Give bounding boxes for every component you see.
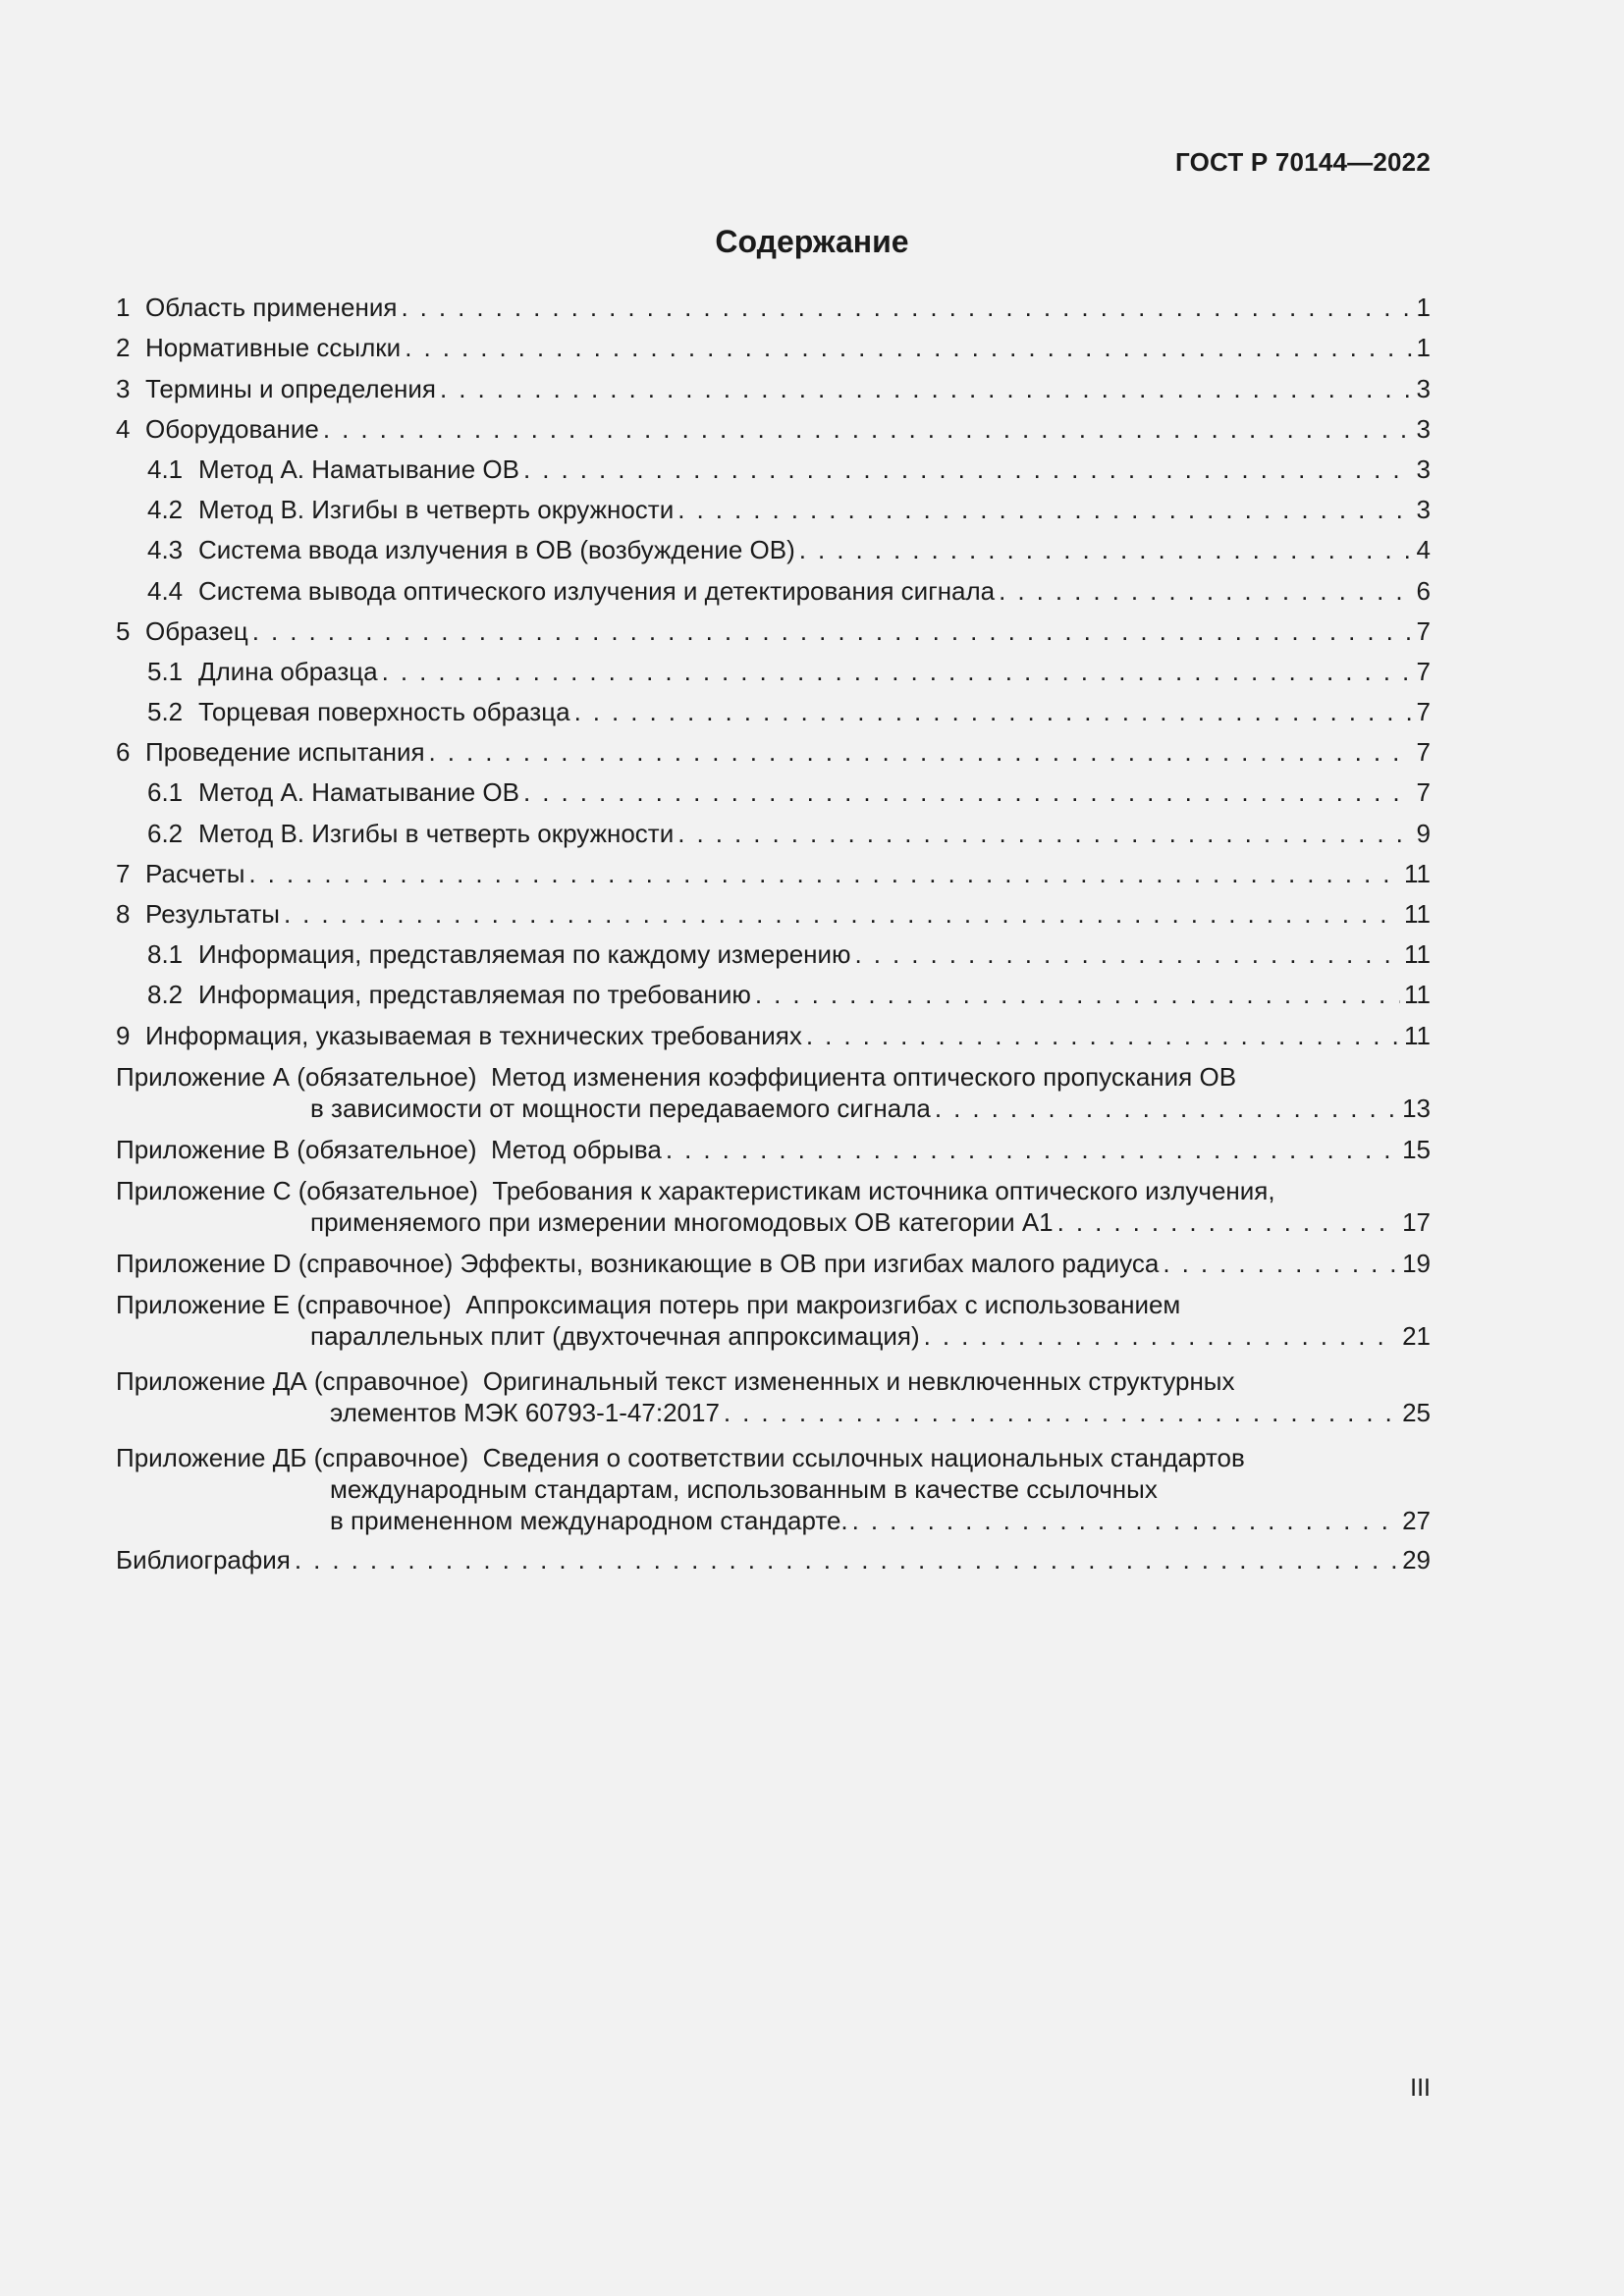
toc-appendix-entry[interactable] [116, 1244, 1431, 1281]
dot-leader [935, 1093, 1398, 1124]
toc-entry-page: 7 [1416, 697, 1431, 727]
dot-leader [677, 819, 1412, 848]
toc-entry-page: 11 [1404, 899, 1431, 929]
appendix-title-line: в примененном международном стандарте. [330, 1505, 848, 1535]
toc-entry-page: 1 [1416, 333, 1431, 363]
toc-entry-title: Система вывода оптического излучения и детектирования сигнала [198, 575, 996, 606]
dot-leader [724, 1397, 1398, 1428]
appendix-label: Приложение ДБ (справочное) [116, 1442, 469, 1472]
dot-leader [401, 293, 1412, 322]
toc-bibliography-entry[interactable] [116, 1542, 1431, 1577]
toc-entry-title: Метод А. Наматывание ОВ [198, 454, 519, 484]
dot-leader [523, 454, 1413, 484]
dot-leader [855, 939, 1400, 969]
toc-entry[interactable] [116, 891, 1431, 932]
toc-entry-page: 9 [1416, 818, 1431, 848]
toc-entry[interactable] [116, 365, 1431, 405]
dot-leader [924, 1320, 1398, 1352]
dot-leader [999, 576, 1412, 606]
dot-leader [405, 333, 1412, 362]
toc-entry-title: Информация, представляемая по требованию [198, 980, 751, 1010]
appendix-title-line: Метод обрыва [490, 1134, 662, 1164]
toc-appendix-entry[interactable] [116, 1057, 1431, 1130]
page-number: III [1410, 2074, 1431, 2102]
toc-entry-number: 5.2 [147, 697, 184, 727]
appendix-title-line: Эффекты, возникающие в ОВ при изгибах малого радиуса [460, 1248, 1160, 1278]
toc-entry-title: Термины и определения [145, 373, 437, 403]
toc-entry[interactable] [116, 649, 1431, 689]
dot-leader [248, 859, 1400, 888]
toc-entry-number: 5.1 [147, 656, 184, 686]
appendix-title-line: Оригинальный текст измененных и невключенных структурных [482, 1365, 1235, 1396]
toc-entry[interactable] [116, 1012, 1431, 1052]
dot-leader [323, 414, 1413, 444]
toc-entry[interactable] [116, 325, 1431, 365]
dot-leader [852, 1505, 1398, 1536]
toc-entry-page: 25 [1402, 1397, 1431, 1427]
toc-entry-page: 21 [1402, 1320, 1431, 1351]
toc-entry-page: 3 [1416, 373, 1431, 403]
dot-leader [440, 374, 1413, 403]
appendix-label: Приложение D (справочное) [116, 1248, 454, 1278]
dot-leader [523, 777, 1413, 807]
toc-entry-number: 4 [116, 413, 131, 444]
appendix-title-line: Сведения о соответствии ссылочных национальных стандартов [482, 1442, 1245, 1472]
toc-entry-page: 4 [1416, 535, 1431, 565]
toc-entry-title: Информация, указываемая в технических требованиях [145, 1020, 802, 1050]
dot-leader [1057, 1206, 1398, 1238]
toc-entry[interactable] [116, 770, 1431, 810]
toc-appendix-entry[interactable] [116, 1438, 1431, 1542]
appendix-label: Приложение ДА (справочное) [116, 1365, 469, 1396]
toc-entry-title: Торцевая поверхность образца [198, 697, 570, 727]
toc-entry-page: 15 [1402, 1134, 1431, 1164]
toc-entry[interactable] [116, 285, 1431, 325]
toc-entry-number: 4.3 [147, 535, 184, 565]
toc-entry[interactable] [116, 810, 1431, 850]
table-of-contents [116, 285, 1431, 1577]
toc-entry-number: 7 [116, 858, 131, 888]
toc-entry[interactable] [116, 487, 1431, 527]
toc-entry-page: 13 [1402, 1093, 1431, 1123]
toc-entry-page: 11 [1404, 1020, 1431, 1050]
toc-entry[interactable] [116, 932, 1431, 972]
toc-entry-page: 7 [1416, 615, 1431, 646]
toc-entry-number: 6 [116, 737, 131, 768]
toc-entry-title: Область применения [145, 293, 398, 323]
toc-entry-title: Образец [145, 615, 248, 646]
toc-entry-title: Результаты [145, 899, 280, 929]
toc-entry-title: Метод В. Изгибы в четверть окружности [198, 495, 675, 525]
toc-entry-page: 7 [1416, 656, 1431, 686]
toc-entry-number: 4.2 [147, 495, 184, 525]
toc-entry-page: 1 [1416, 293, 1431, 323]
toc-entry-title: Нормативные ссылки [145, 333, 402, 363]
toc-entry-number: 8.2 [147, 980, 184, 1010]
toc-entry-page: 11 [1404, 980, 1431, 1010]
toc-entry-title: Библиография [116, 1544, 291, 1575]
toc-entry[interactable] [116, 729, 1431, 770]
dot-leader [295, 1545, 1398, 1575]
toc-entry-page: 27 [1402, 1505, 1431, 1535]
toc-entry-number: 9 [116, 1020, 131, 1050]
toc-entry[interactable] [116, 447, 1431, 487]
appendix-title-line: параллельных плит (двухточечная аппроксимация) [310, 1320, 920, 1351]
appendix-label: Приложение Е (справочное) [116, 1289, 452, 1319]
dot-leader [574, 697, 1413, 726]
toc-entry-title: Метод А. Наматывание ОВ [198, 777, 519, 808]
dot-leader [284, 899, 1400, 929]
dot-leader [382, 657, 1413, 686]
dot-leader [1163, 1249, 1398, 1278]
toc-entry-title: Метод В. Изгибы в четверть окружности [198, 818, 675, 848]
toc-entry-title: Проведение испытания [145, 737, 425, 768]
toc-entry-page: 7 [1416, 777, 1431, 808]
toc-title: Содержание [715, 224, 909, 259]
toc-entry[interactable] [116, 689, 1431, 729]
toc-entry[interactable] [116, 527, 1431, 567]
toc-entry-number: 6.2 [147, 818, 184, 848]
appendix-title-line: международным стандартам, использованным в качестве ссылочных [330, 1473, 1158, 1504]
dot-leader [677, 495, 1412, 524]
appendix-label: Приложение В (обязательное) [116, 1134, 477, 1164]
toc-entry-title: Информация, представляемая по каждому измерению [198, 939, 851, 970]
dot-leader [799, 535, 1413, 564]
toc-entry-page: 6 [1416, 575, 1431, 606]
toc-entry-title: Длина образца [198, 656, 378, 686]
dot-leader [252, 616, 1413, 646]
toc-entry-number: 6.1 [147, 777, 184, 808]
toc-entry-page: 3 [1416, 413, 1431, 444]
toc-entry-number: 2 [116, 333, 131, 363]
toc-entry-page: 11 [1404, 939, 1431, 970]
toc-entry[interactable] [116, 406, 1431, 447]
appendix-title-line: Метод изменения коэффициента оптического пропускания ОВ [490, 1061, 1237, 1092]
toc-entry-number: 5 [116, 615, 131, 646]
toc-entry-page: 3 [1416, 495, 1431, 525]
dot-leader [806, 1021, 1400, 1050]
dot-leader [666, 1135, 1398, 1164]
toc-entry-number: 1 [116, 293, 131, 323]
toc-entry-number: 4.1 [147, 454, 184, 484]
toc-entry[interactable] [116, 567, 1431, 608]
appendix-title-line: Аппроксимация потерь при макроизгибах с использованием [465, 1289, 1181, 1319]
toc-entry-number: 3 [116, 373, 131, 403]
dot-leader [429, 737, 1413, 767]
toc-entry[interactable] [116, 972, 1431, 1012]
document-code: ГОСТ Р 70144—2022 [1175, 147, 1431, 177]
appendix-label: Приложение С (обязательное) [116, 1175, 478, 1205]
toc-entry-title: Расчеты [145, 858, 245, 888]
toc-appendix-entry[interactable] [116, 1171, 1431, 1244]
toc-entry-number: 8.1 [147, 939, 184, 970]
toc-entry-page: 19 [1402, 1248, 1431, 1278]
toc-entry-number: 8 [116, 899, 131, 929]
appendix-title-line: в зависимости от мощности передаваемого сигнала [310, 1093, 931, 1123]
toc-entry-page: 29 [1402, 1544, 1431, 1575]
toc-entry-title: Система ввода излучения в ОВ (возбуждение ОВ) [198, 535, 795, 565]
appendix-title-line: элементов МЭК 60793-1-47:2017 [330, 1397, 720, 1427]
toc-appendix-entry[interactable] [116, 1130, 1431, 1167]
toc-entry[interactable] [116, 609, 1431, 649]
appendix-label: Приложение А (обязательное) [116, 1061, 477, 1092]
toc-appendix-entry[interactable] [116, 1285, 1431, 1358]
toc-entry-page: 11 [1404, 858, 1431, 888]
appendix-title-line: Требования к характеристикам источника оптического излучения, [492, 1175, 1275, 1205]
appendix-title-line: применяемого при измерении многомодовых ОВ категории А1 [310, 1206, 1054, 1237]
toc-entry-page: 7 [1416, 737, 1431, 768]
toc-entry-page: 3 [1416, 454, 1431, 484]
toc-entry-page: 17 [1402, 1206, 1431, 1237]
dot-leader [755, 980, 1400, 1009]
toc-entry[interactable] [116, 851, 1431, 891]
toc-entry-number: 4.4 [147, 575, 184, 606]
toc-entry-title: Оборудование [145, 413, 319, 444]
toc-appendix-entry[interactable] [116, 1362, 1431, 1434]
